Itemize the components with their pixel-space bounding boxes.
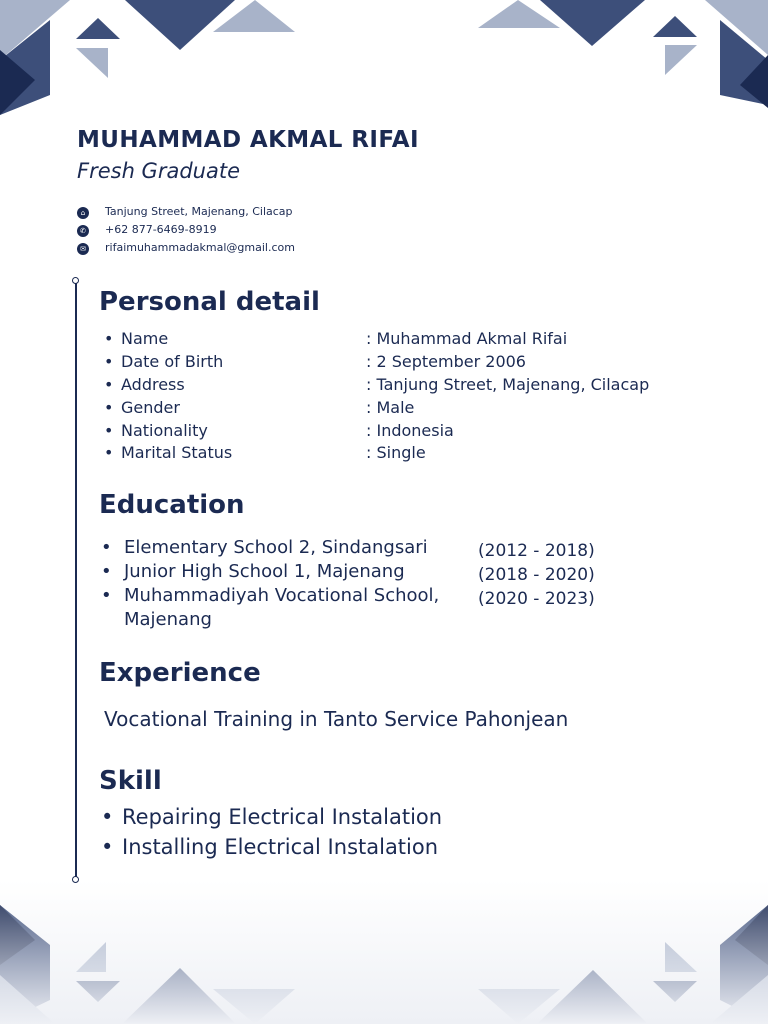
candidate-name: MUHAMMAD AKMAL RIFAI — [77, 127, 419, 153]
resume-header — [77, 124, 717, 186]
bottom-fade — [0, 880, 768, 1024]
contact-email — [77, 238, 295, 256]
home-icon: ⌂ — [77, 207, 89, 219]
mail-icon: ✉ — [77, 243, 89, 255]
phone-icon: ✆ — [77, 225, 89, 237]
contact-phone — [77, 220, 295, 238]
candidate-role: Fresh Graduate — [77, 159, 240, 183]
contact-phone-text: +62 877-6469-8919 — [105, 222, 217, 236]
experience-heading: Experience — [99, 658, 261, 688]
contact-list — [77, 202, 295, 256]
contact-address — [77, 202, 295, 220]
timeline-dot-bottom — [72, 876, 79, 883]
experience-text: Vocational Training in Tanto Service Pahonjean — [104, 707, 569, 731]
personal-detail-heading: Personal detail — [99, 287, 320, 317]
timeline-dot-top — [72, 277, 79, 284]
contact-email-text: rifaimuhammadakmal@gmail.com — [105, 240, 295, 254]
contact-address-text: Tanjung Street, Majenang, Cilacap — [105, 204, 293, 218]
timeline-line — [75, 279, 77, 881]
skill-heading: Skill — [99, 766, 162, 796]
education-heading: Education — [99, 490, 245, 520]
